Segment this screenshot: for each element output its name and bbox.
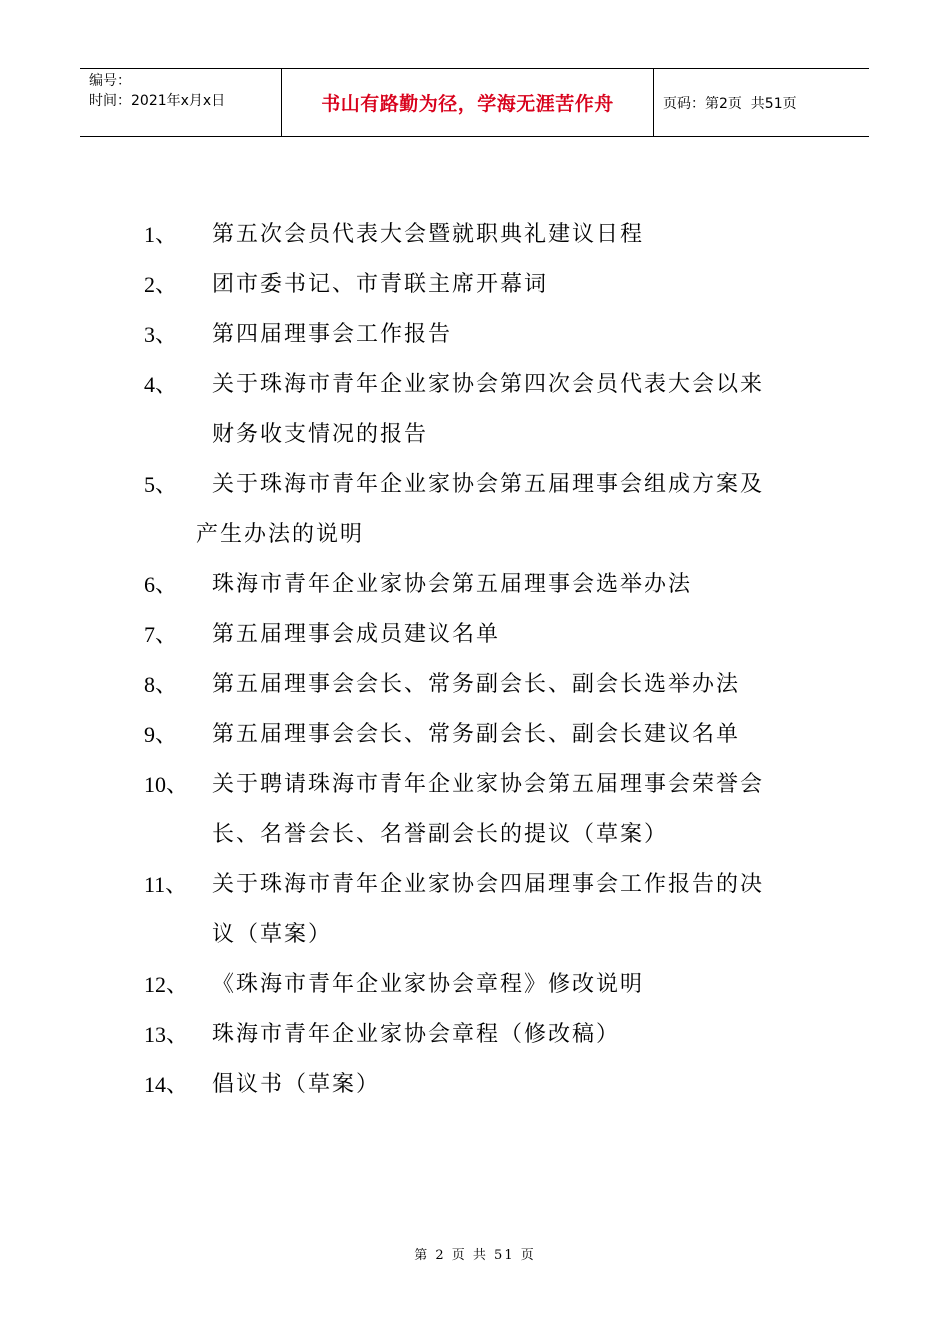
page-header	[80, 68, 869, 137]
toc-item-number: 4、	[144, 372, 178, 397]
toc-item-title: 珠海市青年企业家协会章程（修改稿）	[212, 1022, 621, 1047]
toc-item-number: 12、	[144, 972, 189, 997]
time-label: 时间：2021年x月x日	[89, 93, 226, 109]
toc-item-number: 1、	[144, 222, 178, 247]
toc-item	[0, 660, 950, 710]
toc-item-number: 10、	[144, 772, 189, 797]
toc-item	[0, 610, 950, 660]
toc-item-title: 第五届理事会会长、常务副会长、副会长建议名单	[212, 722, 741, 747]
toc-item-number: 7、	[144, 622, 178, 647]
toc-item	[0, 310, 950, 360]
toc-item-title: 关于珠海市青年企业家协会四届理事会工作报告的决	[212, 872, 765, 897]
toc-item-number: 9、	[144, 722, 178, 747]
toc-item	[0, 760, 950, 860]
toc-item-number: 3、	[144, 322, 178, 347]
toc-item-number: 11、	[144, 872, 188, 897]
toc-item-title-continued: 财务收支情况的报告	[212, 422, 429, 447]
table-of-contents	[0, 210, 950, 1110]
toc-item-number: 13、	[144, 1022, 189, 1047]
toc-item	[0, 1060, 950, 1110]
toc-item-number: 5、	[144, 472, 178, 497]
toc-item-title: 第五届理事会会长、常务副会长、副会长选举办法	[212, 672, 741, 697]
toc-item	[0, 710, 950, 760]
toc-item-number: 6、	[144, 572, 178, 597]
toc-item-title-continued: 议（草案）	[212, 922, 333, 947]
toc-item	[0, 260, 950, 310]
toc-item	[0, 1010, 950, 1060]
toc-item-title: 关于珠海市青年企业家协会第五届理事会组成方案及	[212, 472, 765, 497]
toc-item	[0, 460, 950, 560]
toc-item	[0, 210, 950, 260]
toc-item-number: 8、	[144, 672, 178, 697]
toc-item-title: 《珠海市青年企业家协会章程》修改说明	[212, 972, 645, 997]
toc-item-title: 第五届理事会成员建议名单	[212, 622, 501, 647]
toc-item	[0, 360, 950, 460]
toc-item-title: 团市委书记、市青联主席开幕词	[212, 272, 549, 297]
toc-item-title: 倡议书（草案）	[212, 1072, 381, 1097]
toc-item-number: 2、	[144, 272, 178, 297]
toc-item-title: 珠海市青年企业家协会第五届理事会选举办法	[212, 572, 693, 597]
toc-item-number: 14、	[144, 1072, 189, 1097]
toc-item-title-continued: 产生办法的说明	[196, 522, 365, 547]
header-motto: 书山有路勤为径，学海无涯苦作舟	[321, 93, 614, 115]
toc-item-title: 关于珠海市青年企业家协会第四次会员代表大会以来	[212, 372, 765, 397]
toc-item-title: 第四届理事会工作报告	[212, 322, 453, 347]
header-meta	[80, 69, 281, 136]
header-page-info: 页码：第2页 共51页	[663, 95, 797, 112]
toc-item	[0, 960, 950, 1010]
page-footer: 第 2 页 共 51 页	[414, 1248, 536, 1263]
toc-item	[0, 860, 950, 960]
code-label: 编号：	[89, 73, 131, 89]
toc-item-title: 关于聘请珠海市青年企业家协会第五届理事会荣誉会	[212, 772, 765, 797]
toc-item-title: 第五次会员代表大会暨就职典礼建议日程	[212, 222, 645, 247]
header-motto-cell	[281, 69, 654, 136]
toc-item-title-continued: 长、名誉会长、名誉副会长的提议（草案）	[212, 822, 669, 847]
toc-item	[0, 560, 950, 610]
